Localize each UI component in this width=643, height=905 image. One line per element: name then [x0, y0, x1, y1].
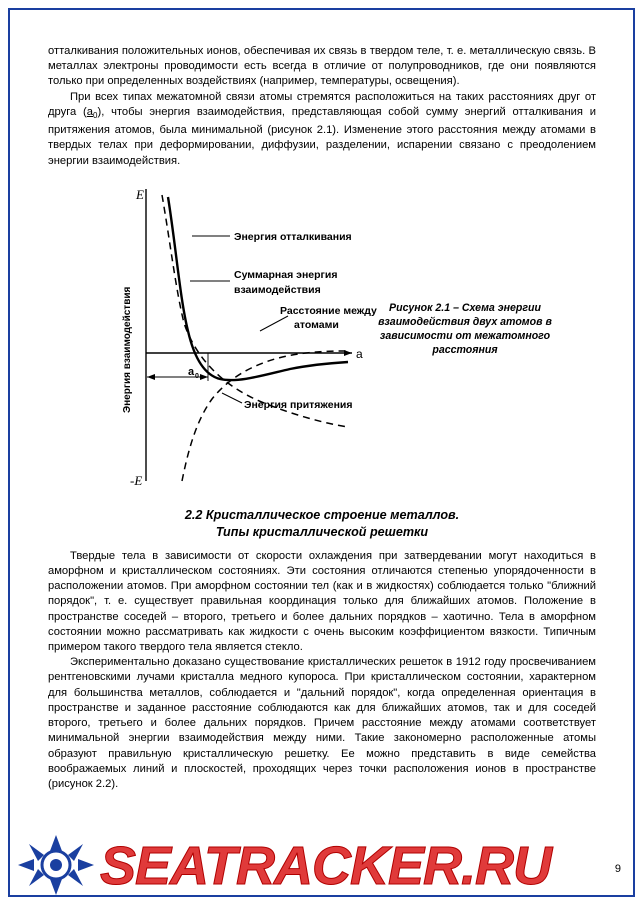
- paragraph-3: Твердые тела в зависимости от скорости охлаждения при затвердевании могут находиться в аморфном и кристаллическом состояниях. Эти состояния отличаются степенью упорядоченности в расположении атомов. При аморфном состоянии тел (как и в жидкостях) соблюдается только "ближний порядок", т. е. существует правильная координация только для ближайших атомов. Положение в пространстве соседей – второго, третьего и более дальних порядков – хаотично. Тела в аморфном состоянии можно рассматривать как жидкости с очень высоким коэффициентом вязкости. Типичным примером такого твердого тела является стекло.: [48, 549, 596, 654]
- svg-text:Энергия притяжения: Энергия притяжения: [244, 398, 353, 411]
- paragraph-2: При всех типах межатомной связи атомы стремятся расположиться на таких расстояниях друг от друга $(a_0)$, чтобы энергия взаимодействия, представляющая собой сумму энергий отталкивания и притяжения атомов, была минимальной (рисунок 2.1). Изменение этого расстояния между атомами в твердых телах при деформировании, диффузии, разделении, испарении связано с преодолением энергии взаимодействия.: [48, 90, 597, 167]
- svg-text:Энергия взаимодействия: Энергия взаимодействия: [122, 286, 133, 413]
- svg-text:0: 0: [195, 372, 199, 380]
- section-heading-line2: Типы кристаллической решетки: [215, 524, 429, 539]
- watermark-text: SEATRACKER.RU: [100, 836, 552, 896]
- page-content: [48, 44, 596, 792]
- svg-text:a: a: [356, 346, 363, 361]
- svg-text:атомами: атомами: [294, 318, 339, 331]
- section-heading: [48, 507, 596, 541]
- svg-text:a: a: [188, 365, 195, 378]
- page-number: 9: [614, 863, 621, 875]
- section-heading-line1: 2.2 Кристаллическое строение металлов.: [184, 507, 460, 522]
- figure-2-1: [48, 181, 596, 493]
- svg-text:E: E: [136, 186, 144, 202]
- figure-chart: [84, 181, 384, 493]
- svg-text:взаимодействия: взаимодействия: [234, 283, 321, 296]
- svg-text:Суммарная энергия: Суммарная энергия: [234, 268, 338, 281]
- a-zero-inline: $a_0$: [86, 105, 98, 121]
- figure-caption: Рисунок 2.1 – Схема энергии взаимодействия двух атомов в зависимости от межатомного расстояния: [378, 301, 552, 356]
- svg-text:Энергия отталкивания: Энергия отталкивания: [234, 230, 352, 243]
- paragraph-4: Экспериментально доказано существование кристаллических решеток в 1912 году просвечиванием рентгеновскими лучами кристалла медного купороса. При кристаллическом состоянии, характерном для большинства металлов, соблюдается и "дальний порядок", когда определенная ориентация в пространстве и заданное расстояние соблюдаются как для ближайших атомов, так и для соседей второго, третьего и более дальних порядков. Причем расстояние между атомами соответствует минимальной энергии взаимодействия между ними. Такие закономерно расположенные атомы образуют правильную кристаллическую решетку. Ее можно представить в виде семейства воображаемых линий и плоскостей, проходящих через точки расположения ионов в пространстве (рисунок 2.2).: [48, 656, 596, 790]
- svg-text:Расстояние между: Расстояние между: [280, 304, 377, 317]
- svg-text:-E: -E: [130, 472, 143, 488]
- paragraph-1: отталкивания положительных ионов, обеспечивая их связь в твердом теле, т. е. металлическую связь. В металлах электроны проводимости есть всегда в отличие от полупроводников, где они появляются только при определенных воздействиях (например, температуры, освещения).: [48, 45, 596, 88]
